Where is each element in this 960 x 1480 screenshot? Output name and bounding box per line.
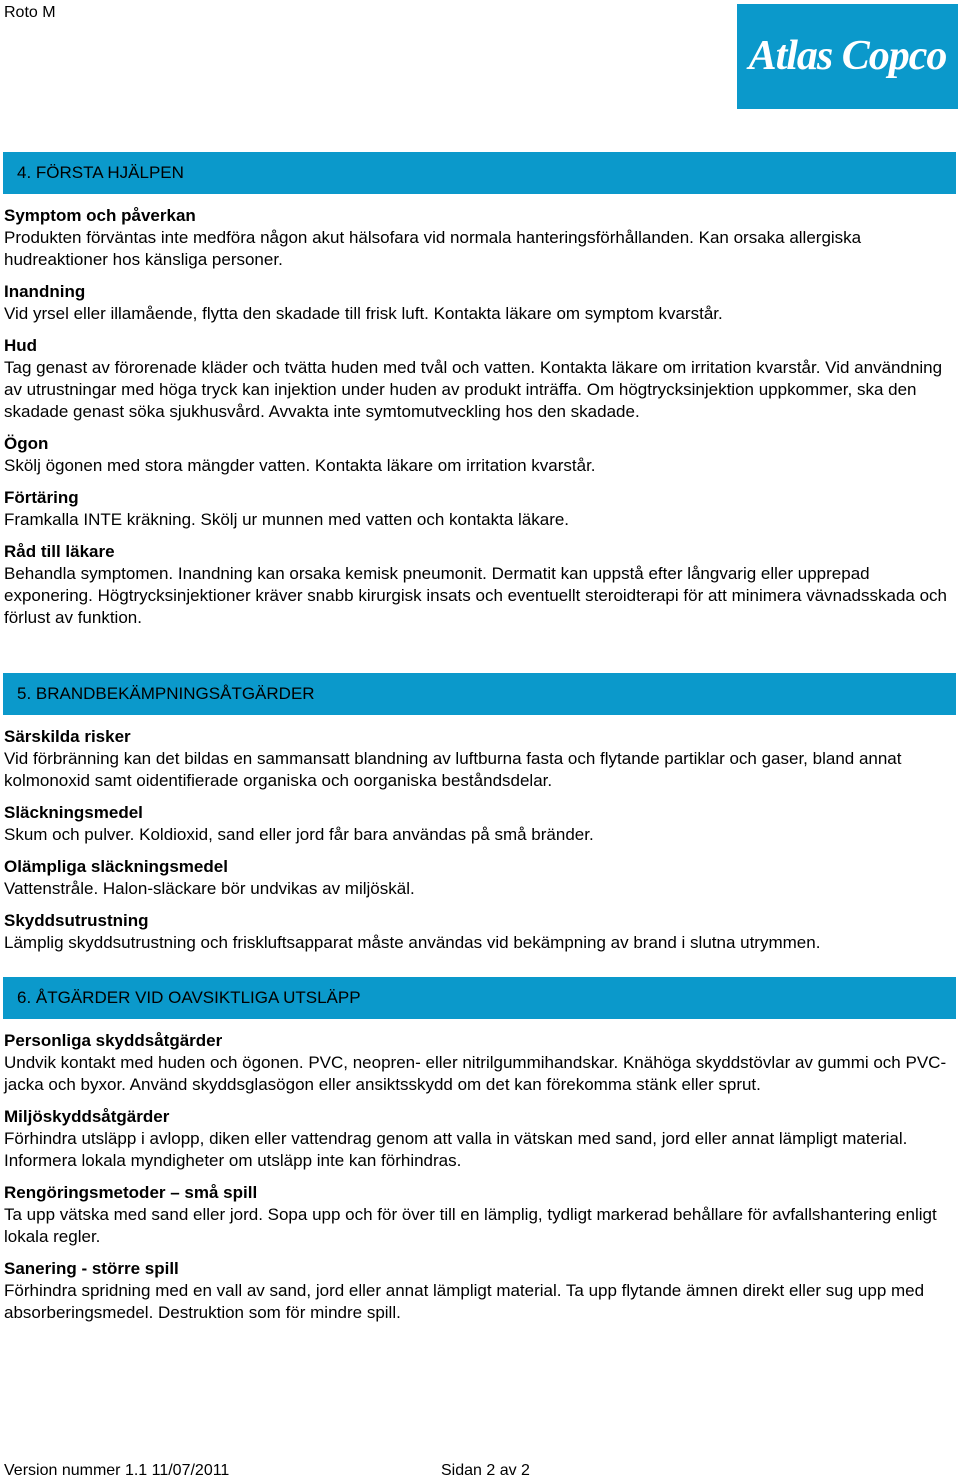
- section-body-accidental-release: [4, 1030, 952, 1324]
- subsection-text: Produkten förväntas inte medföra någon akut hälsofara vid normala hanteringsförhållanden. Kan orsaka allergiska hudreaktioner hos känsliga personer.: [4, 228, 862, 269]
- document-header-title: Roto M: [4, 4, 56, 21]
- section-body-first-aid: [4, 205, 952, 629]
- subsection-heading: Särskilda risker: [4, 727, 131, 746]
- subsection-text: Behandla symptomen. Inandning kan orsaka kemisk pneumonit. Dermatit kan uppstå efter långvarig eller upprepad exponering. Högtrycksinjektioner kräver snabb kirurgisk insats och eventuellt steroidterapi för att minimera vävnadsskada och förlust av funktion.: [4, 564, 948, 627]
- subsection-heading: Förtäring: [4, 488, 79, 507]
- section-title: 4. FÖRSTA HJÄLPEN: [17, 163, 184, 182]
- section-header-accidental-release: [3, 977, 956, 1019]
- subsection-text: Undvik kontakt med huden och ögonen. PVC, neopren- eller nitrilgummihandskar. Knähöga skyddstövlar av gummi och PVC-jacka och byxor. Använd skyddsglasögon eller ansiktsskydd om det kan förekomma stänk eller sprut.: [4, 1053, 947, 1094]
- subsection-text: Vattenstråle. Halon-släckare bör undvikas av miljöskäl.: [4, 879, 415, 898]
- logo-wordmark: Atlas Copco: [748, 33, 947, 79]
- subsection-heading: Skyddsutrustning: [4, 911, 149, 930]
- subsection-text: Vid förbränning kan det bildas en sammansatt blandning av luftburna fasta och flytande partiklar och gaser, bland annat kolmonoxid samt oidentifierade organiska och oorganiska beståndsdelar.: [4, 749, 902, 790]
- section-title: 5. BRANDBEKÄMPNINGSÅTGÄRDER: [17, 684, 315, 703]
- subsection-heading: Inandning: [4, 282, 86, 301]
- subsection-text: Förhindra spridning med en vall av sand, jord eller annat lämpligt material. Ta upp flytande ämnen direkt eller sug upp med absorberingsmedel. Destruktion som för mindre spill.: [4, 1281, 925, 1322]
- section-header-firefighting: [3, 673, 956, 715]
- page-footer: [4, 1462, 530, 1480]
- version-info: Version nummer 1.1 11/07/2011: [4, 1462, 230, 1479]
- subsection-heading: Miljöskyddsåtgärder: [4, 1107, 170, 1126]
- subsection-heading: Hud: [4, 336, 38, 355]
- subsection-heading: Släckningsmedel: [4, 803, 143, 822]
- subsection-text: Skum och pulver. Koldioxid, sand eller jord får bara användas på små bränder.: [4, 825, 594, 844]
- subsection-text: Tag genast av förorenade kläder och tvätta huden med tvål och vatten. Kontakta läkare om irritation kvarstår. Vid användning av utrustningar med höga tryck kan injektion under huden av produkt inträffa. Om högtrycksinjektion uppkommer, ska den skadade genast söka sjukhusvård. Avvakta inte symtomutveckling hos den skadade.: [4, 358, 943, 421]
- subsection-text: Lämplig skyddsutrustning och friskluftsapparat måste användas vid bekämpning av brand i slutna utrymmen.: [4, 933, 821, 952]
- subsection-heading: Råd till läkare: [4, 542, 115, 561]
- subsection-text: Förhindra utsläpp i avlopp, diken eller vattendrag genom att valla in vätskan med sand, jord eller annat lämpligt material. Informera lokala myndigheter om utsläpp inte kan förhindras.: [4, 1129, 908, 1170]
- subsection-heading: Rengöringsmetoder – små spill: [4, 1183, 258, 1202]
- subsection-heading: Olämpliga släckningsmedel: [4, 857, 228, 876]
- subsection-heading: Ögon: [4, 434, 49, 453]
- page-number: Sidan 2 av 2: [441, 1462, 530, 1479]
- subsection-text: Framkalla INTE kräkning. Skölj ur munnen med vatten och kontakta läkare.: [4, 510, 570, 529]
- subsection-text: Vid yrsel eller illamående, flytta den skadade till frisk luft. Kontakta läkare om symptom kvarstår.: [4, 304, 723, 323]
- atlas-copco-logo: [737, 4, 958, 109]
- subsection-text: Skölj ögonen med stora mängder vatten. Kontakta läkare om irritation kvarstår.: [4, 456, 596, 475]
- subsection-heading: Personliga skyddsåtgärder: [4, 1031, 223, 1050]
- section-body-firefighting: [4, 726, 952, 954]
- section-title: 6. ÅTGÄRDER VID OAVSIKTLIGA UTSLÄPP: [17, 988, 361, 1007]
- subsection-heading: Sanering - större spill: [4, 1259, 179, 1278]
- subsection-heading: Symptom och påverkan: [4, 206, 196, 225]
- subsection-text: Ta upp vätska med sand eller jord. Sopa upp och för över till en lämplig, tydligt markerad behållare för avfallshantering enligt lokala regler.: [4, 1205, 937, 1246]
- section-header-first-aid: [3, 152, 956, 194]
